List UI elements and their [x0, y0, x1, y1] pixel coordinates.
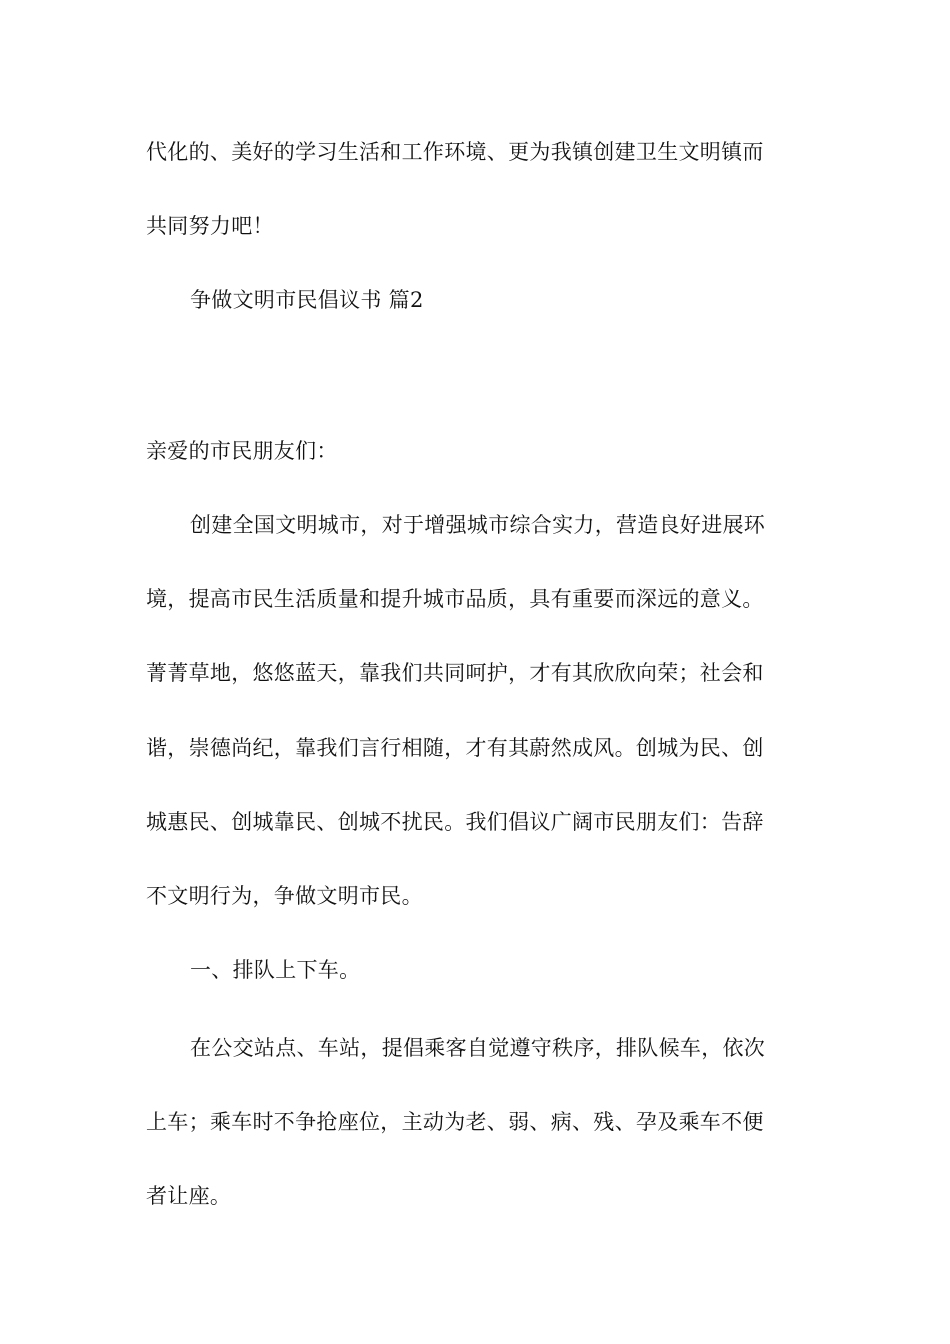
paragraph-line: 创建全国文明城市，对于增强城市综合实力，营造良好进展环	[190, 513, 766, 537]
paragraph-line: 谐，崇德尚纪，靠我们言行相随，才有其蔚然成风。创城为民、创	[146, 736, 764, 760]
section-heading: 争做文明市民倡议书 篇2	[190, 288, 424, 312]
paragraph-line: 者让座。	[146, 1184, 232, 1208]
list-item-heading: 一、排队上下车。	[190, 958, 361, 982]
paragraph-line: 代化的、美好的学习生活和工作环境、更为我镇创建卫生文明镇而	[146, 140, 764, 164]
paragraph-line: 菁菁草地，悠悠蓝天，靠我们共同呵护，才有其欣欣向荣；社会和	[146, 661, 764, 685]
salutation: 亲爱的市民朋友们：	[146, 439, 338, 463]
paragraph-line: 城惠民、创城靠民、创城不扰民。我们倡议广阔市民朋友们：告辞	[146, 810, 764, 834]
paragraph-line: 上车；乘车时不争抢座位，主动为老、弱、病、残、孕及乘车不便	[146, 1110, 764, 1134]
paragraph-line: 不文明行为，争做文明市民。	[146, 884, 423, 908]
paragraph-line: 境，提高市民生活质量和提升城市品质，具有重要而深远的意义。	[146, 587, 764, 611]
paragraph-line: 在公交站点、车站，提倡乘客自觉遵守秩序，排队候车，依次	[190, 1036, 766, 1060]
paragraph-line: 共同努力吧！	[146, 214, 274, 238]
